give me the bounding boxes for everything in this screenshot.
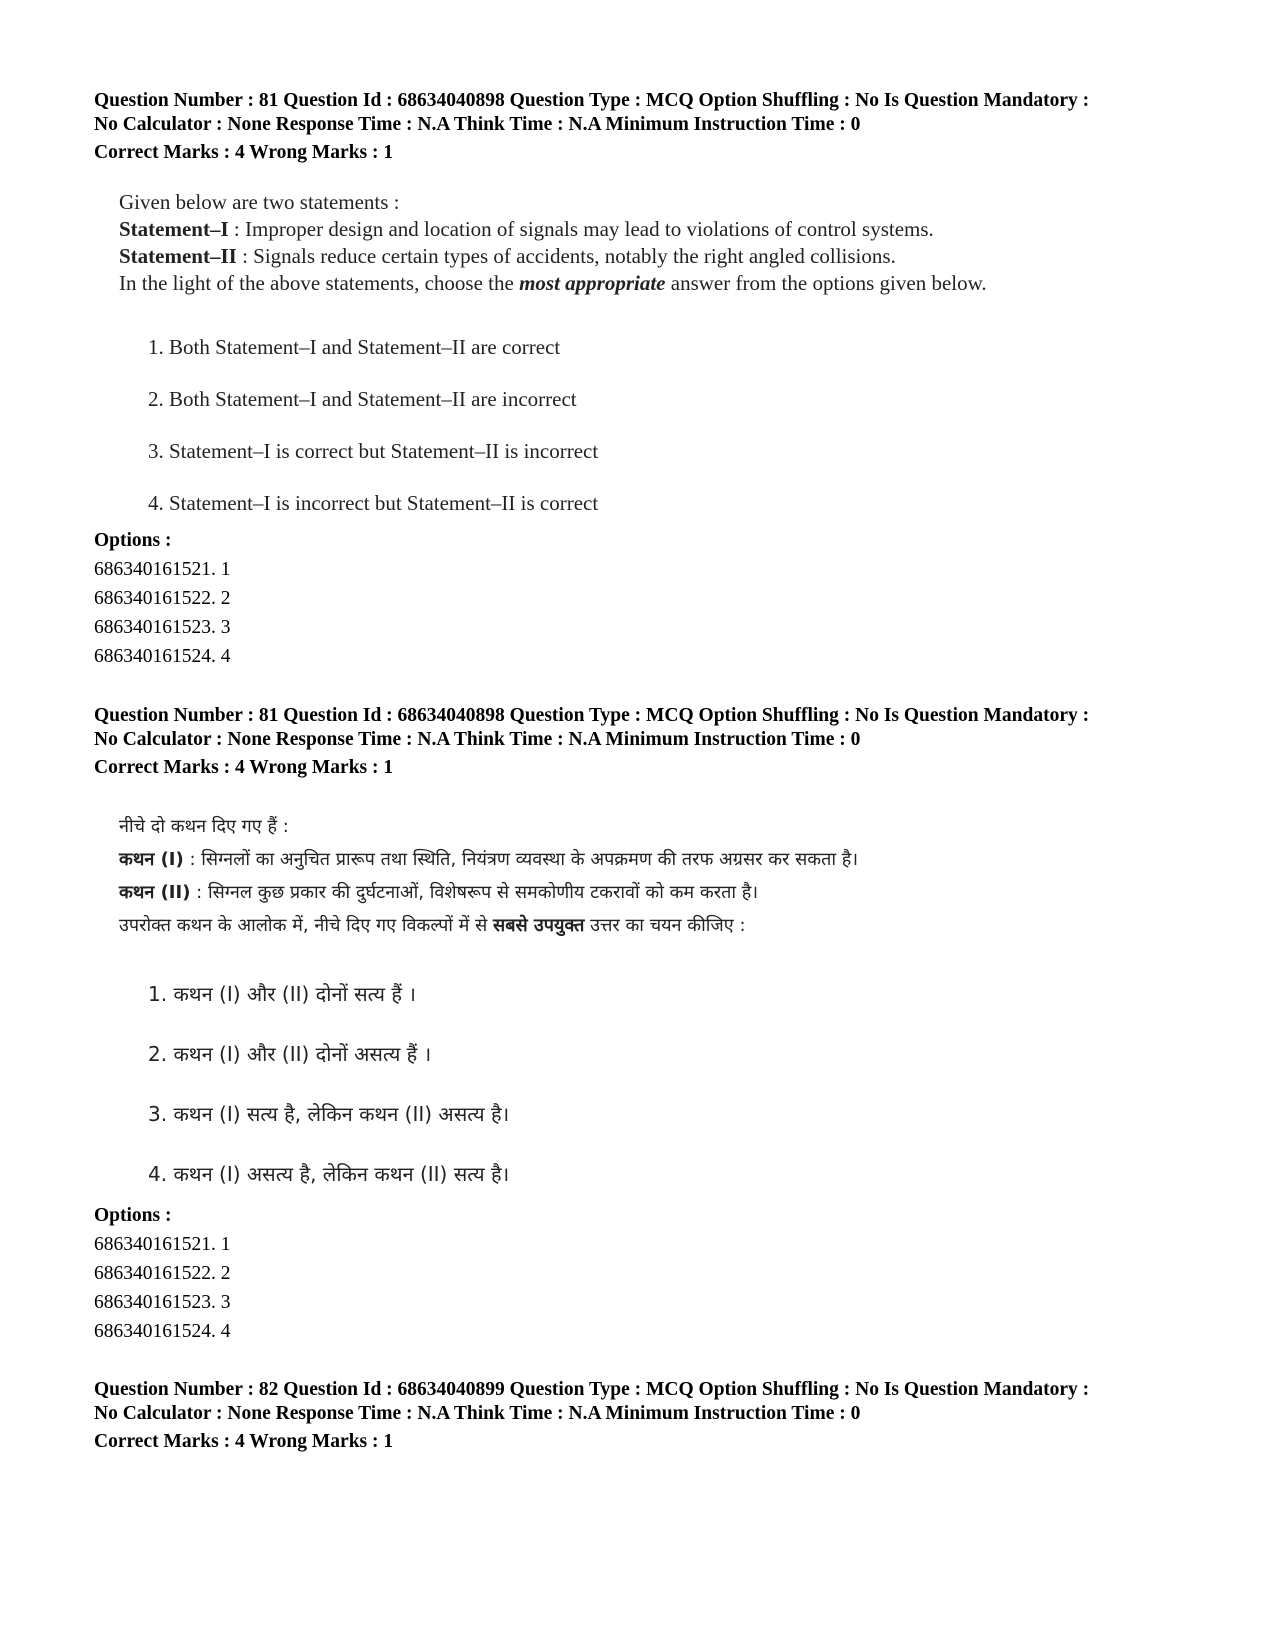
option-id: 686340161524. 4 xyxy=(94,646,231,667)
question-meta-line: Question Number : 81 Question Id : 68634040898 Question Type : MCQ Option Shuffling : No Is Question Mandatory : xyxy=(94,90,1090,111)
option-id: 686340161521. 1 xyxy=(94,1234,231,1255)
question-marks: Correct Marks : 4 Wrong Marks : 1 xyxy=(94,757,394,778)
option-id: 686340161523. 3 xyxy=(94,1292,231,1313)
option-id: 686340161522. 2 xyxy=(94,588,231,609)
statement-1-label: कथन (I) xyxy=(119,849,184,870)
answer-choice: 3. कथन (I) सत्य है, लेकिन कथन (II) असत्य है। xyxy=(148,1102,510,1126)
options-title: Options : xyxy=(94,1205,172,1226)
question-header xyxy=(94,1378,1089,1454)
answer-choice: 2. कथन (I) और (II) दोनों असत्य हैं । xyxy=(148,1042,432,1066)
answer-choice: 4. Statement–I is incorrect but Statement–II is correct xyxy=(148,491,599,515)
options-list xyxy=(94,1201,231,1346)
instruction-emphasis: सबसे उपयुक्त xyxy=(493,915,585,936)
statement-2 xyxy=(119,243,987,270)
option-id: 686340161522. 2 xyxy=(94,1263,231,1284)
question-marks: Correct Marks : 4 Wrong Marks : 1 xyxy=(94,1431,394,1452)
statement-1 xyxy=(119,216,987,243)
answer-choice: 1. Both Statement–I and Statement–II are correct xyxy=(148,335,561,359)
option-id: 686340161523. 3 xyxy=(94,617,231,638)
statement-2-label: कथन (II) xyxy=(119,882,191,903)
options-list xyxy=(94,526,231,671)
question-header xyxy=(94,704,1089,780)
question-statements xyxy=(119,810,858,942)
question-marks: Correct Marks : 4 Wrong Marks : 1 xyxy=(94,142,394,163)
statement-2 xyxy=(119,876,858,909)
answer-choice: 4. कथन (I) असत्य है, लेकिन कथन (II) सत्य है। xyxy=(148,1162,510,1186)
statements-intro: नीचे दो कथन दिए गए हैं : xyxy=(119,816,289,837)
answer-choices xyxy=(148,964,509,1204)
statement-2-label: Statement–II xyxy=(119,244,237,268)
instruction-emphasis: most appropriate xyxy=(519,271,666,295)
statements-intro: Given below are two statements : xyxy=(119,190,400,214)
option-id: 686340161524. 4 xyxy=(94,1321,231,1342)
statement-2-text: : सिग्नल कुछ प्रकार की दुर्घटनाओं, विशेषरूप से समकोणीय टकरावों को कम करता है। xyxy=(190,882,759,903)
statement-1-text: : सिग्नलों का अनुचित प्रारूप तथा स्थिति, नियंत्रण व्यवस्था के अपक्रमण की तरफ अग्रसर कर सकता है। xyxy=(183,849,859,870)
statement-1-label: Statement–I xyxy=(119,217,229,241)
statement-2-text: : Signals reduce certain types of accidents, notably the right angled collisions. xyxy=(236,244,896,268)
answer-choice: 2. Both Statement–I and Statement–II are incorrect xyxy=(148,387,577,411)
answer-choice: 3. Statement–I is correct but Statement–II is incorrect xyxy=(148,439,599,463)
statement-1-text: : Improper design and location of signals may lead to violations of control systems. xyxy=(228,217,934,241)
statement-1 xyxy=(119,843,858,876)
options-title: Options : xyxy=(94,530,172,551)
answer-choices xyxy=(148,321,598,529)
question-meta-line: Question Number : 81 Question Id : 68634040898 Question Type : MCQ Option Shuffling : No Is Question Mandatory : xyxy=(94,705,1090,726)
question-meta-line: No Calculator : None Response Time : N.A Think Time : N.A Minimum Instruction Time : 0 xyxy=(94,114,861,135)
answer-choice: 1. कथन (I) और (II) दोनों सत्य हैं । xyxy=(148,982,416,1006)
question-meta-line: Question Number : 82 Question Id : 68634040899 Question Type : MCQ Option Shuffling : No Is Question Mandatory : xyxy=(94,1379,1090,1400)
question-meta-line: No Calculator : None Response Time : N.A Think Time : N.A Minimum Instruction Time : 0 xyxy=(94,729,861,750)
question-meta-line: No Calculator : None Response Time : N.A Think Time : N.A Minimum Instruction Time : 0 xyxy=(94,1403,861,1424)
option-id: 686340161521. 1 xyxy=(94,559,231,580)
question-header xyxy=(94,89,1089,165)
question-instruction: In the light of the above statements, choose the most appropriate answer from the options given below. xyxy=(119,271,987,295)
question-instruction: उपरोक्त कथन के आलोक में, नीचे दिए गए विकल्पों में से सबसे उपयुक्त उत्तर का चयन कीजिए : xyxy=(119,915,746,936)
question-statements xyxy=(119,189,987,297)
